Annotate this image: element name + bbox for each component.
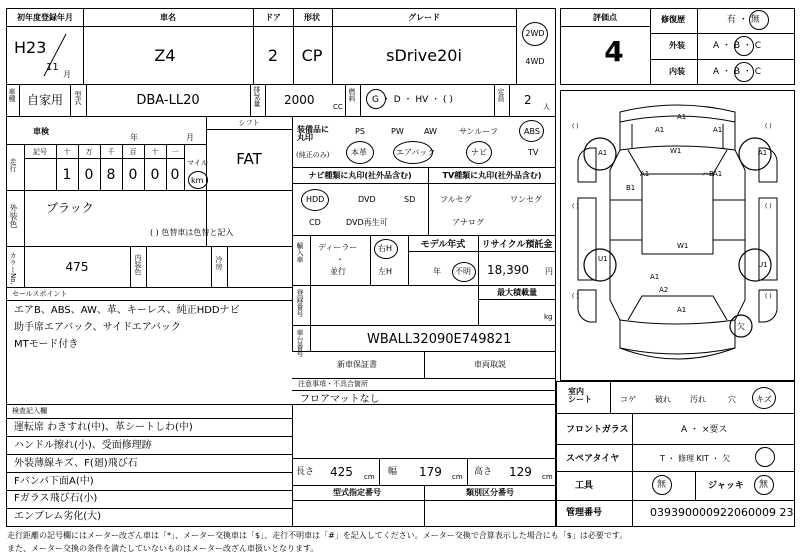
- chassis-label: 車台番号: [296, 329, 304, 357]
- rating-label: 評価点: [593, 13, 617, 22]
- eq-aw: AW: [424, 127, 437, 136]
- shape-value: CP: [301, 46, 323, 65]
- category-label: 類別区分番号: [466, 488, 514, 497]
- equipment-sub: (純正のみ): [296, 151, 330, 159]
- windshield-value: A ・ ×要ス: [681, 425, 728, 435]
- color-no-value: 475: [65, 260, 89, 274]
- designation-label: 型式指定番号: [333, 488, 381, 497]
- width-cm: cm: [452, 473, 463, 481]
- md-2: 8: [106, 167, 116, 183]
- ac-label: 冷房: [215, 256, 223, 270]
- new-car-warranty: 新車保証書: [337, 360, 377, 369]
- int-item-1: 破れ: [655, 395, 671, 404]
- spare-circle: [755, 447, 775, 467]
- navi-dvd: DVD: [358, 195, 376, 204]
- right-h: 右H: [378, 244, 393, 253]
- length-cm: cm: [364, 473, 375, 481]
- int-label: 内装: [669, 67, 685, 76]
- inspector-line-4: Fガラス飛び石(小): [14, 493, 98, 504]
- eq-pw: PW: [391, 127, 404, 136]
- mh-5: 十: [151, 148, 159, 156]
- inspector-label: 検査記入欄: [12, 407, 47, 415]
- svg-text:( ): ( ): [765, 293, 772, 300]
- mh-2: 万: [85, 148, 93, 156]
- navi-label: ナビ種類に丸印(社外品含む): [308, 171, 412, 180]
- capacity-value: 2: [524, 93, 532, 107]
- interior-color-label: 内装色: [134, 254, 142, 275]
- import-label: 輸入車: [296, 242, 304, 263]
- diag-a1-ml: A1: [640, 170, 650, 178]
- mh-6: 一: [171, 148, 179, 156]
- year-label: 初年度登録年月: [17, 13, 73, 22]
- int-item-2: 汚れ: [690, 395, 706, 404]
- navi-dvd-play: DVD再生可: [346, 218, 388, 227]
- shift-value: FAT: [236, 150, 262, 168]
- width-label: 幅: [388, 467, 398, 477]
- name-value: Z4: [154, 46, 176, 65]
- inspector-line-5: エンブレム劣化(大): [14, 511, 102, 522]
- eq-airbag: エアバック: [396, 148, 436, 157]
- svg-text:( ): ( ): [572, 203, 579, 210]
- tv-analog: アナログ: [452, 218, 484, 227]
- diag-a1-rear: A1: [650, 273, 660, 281]
- equipment-label: 装備品に 丸印: [297, 125, 329, 142]
- sales-line-0: エアB、ABS、AW、革、キーレス、純正HDDナビ: [14, 305, 240, 316]
- tv-label: TV種類に丸印(社外品含む): [442, 171, 542, 180]
- fuel-label: 燃料: [348, 88, 356, 102]
- length-label: 長さ: [296, 467, 315, 477]
- mgmt-value: 039390000922060009 23: [650, 506, 794, 519]
- interior-label: 室内 シート: [568, 387, 592, 404]
- month-value: 11: [46, 62, 59, 73]
- eq-navi: ナビ: [471, 148, 487, 157]
- md-4: 0: [150, 167, 160, 183]
- diag-u1-r: U1: [758, 261, 768, 269]
- mileage-label: 走行: [9, 158, 17, 172]
- int-value: A ・ B ・ C: [713, 67, 762, 77]
- height-label: 高さ: [474, 467, 493, 477]
- door-value: 2: [267, 46, 279, 65]
- width-value: 179: [419, 465, 442, 479]
- grade-label: グレード: [408, 13, 440, 22]
- mh-0: 記号: [33, 148, 47, 156]
- mgmt-label: 管理番号: [566, 508, 603, 518]
- svg-text:( ): ( ): [765, 203, 772, 210]
- cc-unit: CC: [333, 103, 343, 111]
- md-5: 0: [170, 167, 180, 183]
- diag-ha-b: ハB: [702, 170, 714, 178]
- model-label: 型式: [74, 91, 82, 105]
- diag-a1-hood-l: A1: [655, 126, 665, 134]
- diag-a1-bumper: A1: [677, 306, 687, 314]
- tv-oneseg: ワンセグ: [510, 195, 542, 204]
- inspection-year: 年: [130, 133, 138, 142]
- mile-label: マイル: [187, 159, 208, 167]
- use-value: 自家用: [27, 93, 64, 107]
- color-value: ブラック: [46, 201, 94, 215]
- md-3: 0: [128, 167, 138, 183]
- capacity-label: 定員: [497, 88, 505, 102]
- diag-a1-front: A1: [677, 113, 687, 121]
- mh-3: 千: [107, 148, 115, 156]
- left-h: 左H: [378, 267, 393, 276]
- inspector-line-2: 外装薄線キズ、F(廻)飛び石: [14, 458, 138, 469]
- diag-w1-rear: W1: [677, 242, 689, 250]
- notes-label: 注意事項・不具合箇所: [298, 380, 368, 388]
- int-item-0: コゲ: [620, 395, 636, 404]
- spare-label: スペアタイヤ: [566, 454, 620, 464]
- inspection-label: 車検: [33, 127, 49, 136]
- color-paren-note: ( ) 色替車は色替と記入: [150, 228, 234, 237]
- diag-a1-hood-r: A1: [713, 126, 723, 134]
- import-dot: ・: [336, 255, 344, 264]
- sales-line-1: 助手席エアバック、サイドエアバック: [14, 322, 181, 333]
- inspector-line-1: ハンドル擦れ(小)、受面修理跡: [14, 440, 152, 451]
- mh-1: 十: [63, 148, 71, 156]
- registration-label: 登録番号: [296, 289, 304, 317]
- import-dealer: ディーラー: [318, 243, 358, 252]
- vehicle-manual: 車両取説: [474, 360, 506, 369]
- month-unit: 月: [63, 70, 71, 79]
- model-year-unknown: 不明: [455, 267, 471, 276]
- ext-value: A ・ B ・ C: [713, 41, 762, 51]
- svg-text:( ): ( ): [572, 123, 579, 130]
- jack-label: ジャッキ: [708, 481, 744, 491]
- windshield-label: フロントガラス: [566, 425, 629, 435]
- max-load-label: 最大積載量: [497, 288, 537, 297]
- spare-value: T ・ 修理 KIT ・ 欠: [660, 454, 731, 463]
- eq-tv: TV: [528, 148, 539, 157]
- navi-hdd: HDD: [306, 195, 325, 204]
- notes-value: フロアマットなし: [300, 394, 380, 405]
- inspector-line-3: Fバンパ下面A(中): [14, 476, 94, 487]
- chassis-value: WBALL32090E749821: [367, 332, 512, 347]
- md-1: 0: [84, 167, 94, 183]
- tools-label: 工具: [575, 481, 594, 491]
- model-year-label: モデル年式: [420, 240, 466, 250]
- diag-a2-rear: A2: [659, 286, 669, 294]
- displacement-value: 2000: [284, 93, 315, 107]
- tv-fullseg: フルセグ: [440, 195, 472, 204]
- repair-value: 有 ・ 無: [727, 15, 760, 25]
- drive-2wd: 2WD: [525, 29, 545, 38]
- tool-value: 無: [657, 480, 667, 490]
- door-label: ドア: [265, 13, 281, 22]
- use-label: 車種: [8, 88, 16, 102]
- recycle-yen: 円: [545, 267, 553, 276]
- recycle-value: 18,390: [487, 263, 529, 277]
- km-label: km: [191, 176, 204, 185]
- name-label: 車名: [160, 13, 176, 22]
- shape-label: 形状: [304, 13, 320, 22]
- model-value: DBA-LL20: [136, 93, 200, 108]
- diag-u1-l: U1: [598, 255, 608, 263]
- eq-ps: PS: [355, 127, 365, 136]
- car-outline: [560, 90, 795, 381]
- displacement-label: 排気量: [253, 86, 261, 107]
- navi-sd: SD: [404, 195, 416, 204]
- diag-a1-fr: A1: [758, 149, 768, 157]
- md-0: 1: [62, 167, 72, 183]
- sales-line-2: MTモード付き: [14, 339, 79, 350]
- svg-text:( ): ( ): [765, 123, 772, 130]
- eq-sunroof: サンルーフ: [459, 127, 498, 136]
- diag-b1: B1: [626, 184, 636, 192]
- import-parallel: 並行: [330, 267, 346, 276]
- int-item-4: キズ: [756, 395, 772, 404]
- capacity-unit: 人: [543, 103, 550, 111]
- footer-line-2: また、メーター交換の条件を満たしていないものはメーター改ざん車扱いとなります。: [7, 544, 319, 553]
- fuel-value: G ・ D ・ HV ・ ( ): [372, 95, 453, 105]
- sales-point-label: セールスポイント: [12, 290, 68, 298]
- int-item-3: 穴: [728, 395, 736, 404]
- color-no-label: カラーNo.: [9, 252, 17, 285]
- inspector-line-0: 運転席 わきすれ(中)、革シートしわ(中): [14, 422, 193, 433]
- grade-value: sDrive20i: [386, 46, 462, 65]
- eq-abs: ABS: [524, 127, 540, 136]
- footer-line-1: 走行距離の記号欄にはメーター改ざん車は「*」、メーター交換車は「$」、走行不明車は「#」を記入してください。メーター交換で合算表示した場合にも「$」は必要です。: [7, 531, 628, 540]
- repair-label: 修復歴: [661, 15, 685, 24]
- mh-4: 百: [129, 148, 137, 156]
- diag-missing: 欠: [737, 322, 745, 331]
- model-year-unit: 年: [433, 267, 441, 276]
- ext-label: 外装: [669, 41, 685, 50]
- year-value: H23: [14, 38, 47, 57]
- drive-4wd: 4WD: [525, 57, 545, 66]
- diag-w1-front: W1: [670, 147, 682, 155]
- diag-a1-fl: A1: [598, 149, 608, 157]
- kg-unit: kg: [544, 313, 553, 321]
- inspection-month: 月: [186, 133, 194, 142]
- navi-cd: CD: [309, 218, 321, 227]
- svg-text:( ): ( ): [572, 293, 579, 300]
- jack-value: 無: [759, 480, 769, 490]
- diag-a1-mr: A1: [713, 170, 723, 178]
- height-value: 129: [509, 465, 532, 479]
- length-value: 425: [330, 465, 353, 479]
- rating-value: 4: [604, 35, 624, 68]
- eq-leather: 本革: [351, 148, 367, 157]
- shift-label: シフト: [238, 119, 260, 127]
- color-label: 外装色: [9, 204, 18, 228]
- height-cm: cm: [542, 473, 553, 481]
- recycle-label: リサイクル預託金: [481, 240, 553, 250]
